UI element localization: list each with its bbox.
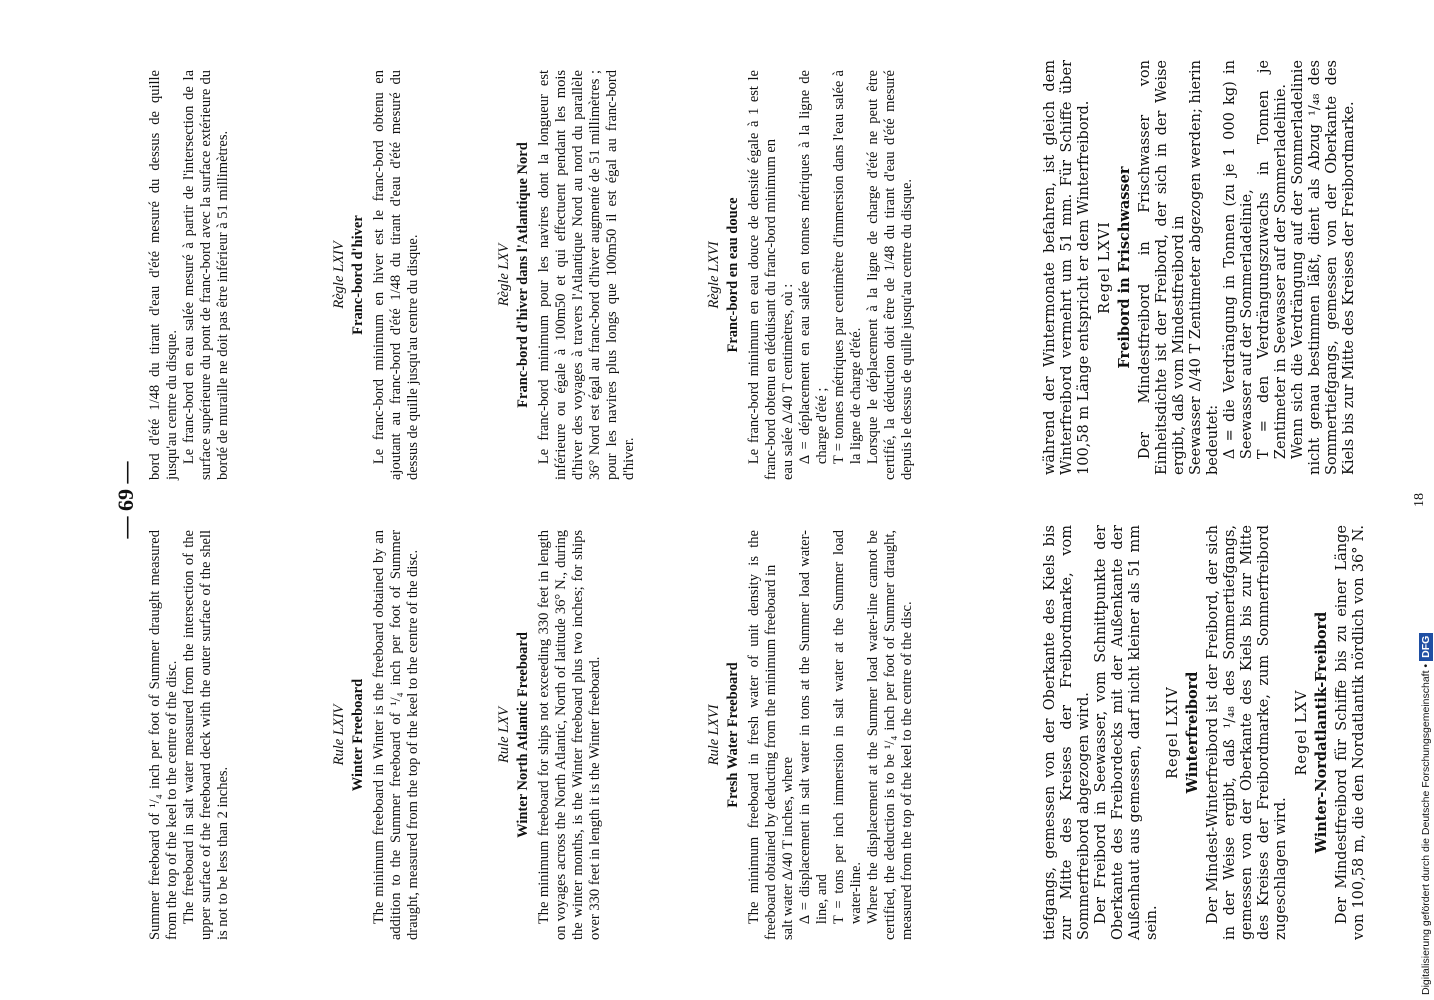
digitization-note-text: Digitalisierung gefördert durch die Deutsche Forschungsgemeinschaft • [1420,663,1432,995]
french-column [492,70,692,480]
french-paragraph: Le franc-bord minimum en eau douce de densité égale à 1 est le franc-bord obtenu en déduisant du franc-bord minimum en [746,70,779,480]
rule-title: Franc-bord d'hiver [350,215,366,335]
english-paragraph: Summer freeboard of ¹/₄ inch per foot of Summer draught measured from the top of the keel to the centre of the disc. [147,530,180,940]
rotated-document-body [107,60,1434,940]
german-paragraph: Der Mindestfreibord in Frischwasser von Einheitsdichte ist der Freibord, der sich in der Weise ergibt, daß vom Mindestfreibord in [1137,60,1187,475]
rule-title: Winter-Nordatlantik-Freibord [1313,611,1330,854]
german-column [1042,60,1402,940]
formula-line: eau salée Δ/40 T centimètres, où : [780,283,796,480]
french-column [702,70,1032,480]
rule-title: Franc-bord en eau douce [725,197,741,353]
english-column [492,530,692,940]
german-paragraph: Der Freibord in Seewasser, vom Schnittpunkte der Oberkante des Freibordecks mit der Außenkante der Außenhaut aus gemessen, darf nicht kleiner als 51 mm sein. [1093,525,1160,940]
german-paragraph: Der Mindest-Winterfreibord ist der Freibord, der sich in der Weise ergibt, daß ¹/₄₈ des Sommertiefgangs, gemessen von der Oberkante des Kiels bis zur Mitte des Kreises der Freibordmarke, zum Sommerfreibord zugeschlagen wird. [1205,525,1289,940]
definition-delta: Δ = die Verdrängung in Tonnen (zu je 1 000 kg) in Seewasser auf der Sommerladelinie, [1222,60,1255,460]
french-paragraph: Le franc-bord en eau salée mesuré à partir de l'intersection de la surface supérieure du pont de franc-bord avec la surface extérieure du bordé de muraille ne doit pas être inférieur à 51 millimètres. [181,70,231,480]
rule-title: Franc-bord d'hiver dans l'Atlantique Nord [515,142,531,408]
german-section [1042,60,1402,940]
definition-delta: Δ = displacement in salt water in tons at the Summer load water-line, and [797,530,830,925]
footer-page-number: 18 [1412,493,1427,507]
english-paragraph: The freeboard in salt water measured from the intersection of the upper surface of the freeboard deck with the outer surface of the shell is not to be less than 2 inches. [181,530,231,940]
formula-line: Seewasser Δ/40 T Zentimeter abgezogen werden; hierin bedeutet: [1188,60,1221,475]
rule-heading: Regel LXV [1294,689,1310,776]
definition-t: T = tons per inch immersion in salt water at the Summer load water-line. [831,530,864,925]
english-column [702,530,1032,940]
rule-heading: Regel LXVI [1097,221,1113,314]
english-paragraph: The minimum freeboard in Winter is the freeboard obtained by an addition to the Summer freeboard of ¹/₄ inch per foot of Summer draught, measured from the top of the keel to the centre of the disc. [371,530,421,940]
row-rule-66 [702,60,1032,940]
french-column [147,70,327,480]
definition-t: T = den Verdrängungszuwachs in Tonnen je Zentimeter in Seewasser auf der Sommerladelinie. [1256,60,1289,460]
rule-title: Freibord in Frischwasser [1116,166,1133,369]
french-column [327,70,477,480]
rule-title: Winterfreibord [1184,671,1201,794]
row-rule-64 [327,60,477,940]
rule-title: Winter North Atlantic Freeboard [515,632,531,838]
french-paragraph: bord d'été 1/48 du tirant d'eau d'été mesuré du dessus de quille jusqu'au centre du disque. [147,70,180,480]
english-paragraph: The minimum freeboard for ships not exceeding 330 feet in length on voyages across the North Atlantic, North of latitude 36° N., during the winter months, is the Winter freeboard plus two inches; for ships over 330 feet in length it is the Winter freeboard. [536,530,603,940]
french-paragraph: Le franc-bord minimum pour les navires dont la longueur est inférieure ou égale à 100m50 et qui effectuent pendant les mois d'hiver des voyages à travers l'Atlantique Nord au nord du parallèle 36° Nord est égal au franc-bord d'hiver augmenté de 51 millimètres ; pour les navires plus longs que 100m50 il est égal au franc-bord d'hiver. [536,70,637,480]
rule-heading: Regel LXIV [1165,686,1181,779]
row-rule-65 [492,60,692,940]
page-number: — 69 — [113,461,138,539]
digitization-note [1419,0,1433,995]
dfg-logo: DFG [1419,633,1433,661]
rule-title: Fresh Water Freeboard [725,662,741,808]
french-paragraph: Lorsque le déplacement à la ligne de charge d'été ne peut être certifié, la déduction doit être de 1/48 du tirant d'eau d'été mesuré depuis le dessus de quille jusqu'au centre du disque. [865,70,915,480]
french-paragraph: Le franc-bord minimum en hiver est le franc-bord obtenu en ajoutant au franc-bord d'été 1/48 du tirant d'eau d'été mesuré du dessus de quille jusqu'au centre du disque. [371,70,421,480]
rule-heading: Rule LXIV [331,704,347,766]
english-paragraph: The minimum freeboard in fresh water of unit density is the freeboard obtained by deducting from the minimum freeboard in [746,530,779,940]
rule-heading: Règle LXIV [331,241,347,309]
row-continuation [147,60,327,940]
german-paragraph: Wenn sich die Verdrängung auf der Sommerladelinie nicht genau bestimmen läßt, dient als Abzug ¹/₄₈ des Sommertiefgangs, gemessen von der Oberkante des Kiels bis zur Mitte des Kreises der Freibordmarke. [1290,60,1357,475]
rule-title: Winter Freeboard [350,678,366,792]
english-column [327,530,477,940]
rule-heading: Règle LXV [496,243,512,307]
rule-heading: Rule LXVI [706,704,722,766]
english-column [147,530,327,940]
english-paragraph: Where the displacement at the Summer load water-line cannot be certified, the deduction is to be ¹/₄ inch per foot of Summer draught, measured from the top of the keel to the centre of the disc. [865,530,915,940]
definition-delta: Δ = déplacement en eau salée en tonnes métriques à la ligne de charge d'été ; [797,70,830,465]
rule-heading: Rule LXV [496,707,512,763]
german-paragraph: Der Mindestfreibord für Schiffe bis zu einer Länge von 100,58 m, die den Nordatlantik nördlich von 36° N. während der Wintermonate befahren, ist gleich dem Winterfreibord vermehrt um 51 mm. Für Schiffe über 100,58 m Länge entspricht er dem Winterfreibord. [1042,60,1367,940]
rule-heading: Règle LXVI [706,241,722,309]
formula-line: salt water Δ/40 T inches, where [780,757,796,940]
definition-t: T = tonnes métriques par centimètre d'immersion dans l'eau salée à la ligne de charge d'été. [831,70,864,465]
german-paragraph: tiefgangs, gemessen von der Oberkante des Kiels bis zur Mitte des Kreises der Freibordmarke, vom Sommerfreibord abgezogen wird. [1042,525,1092,940]
